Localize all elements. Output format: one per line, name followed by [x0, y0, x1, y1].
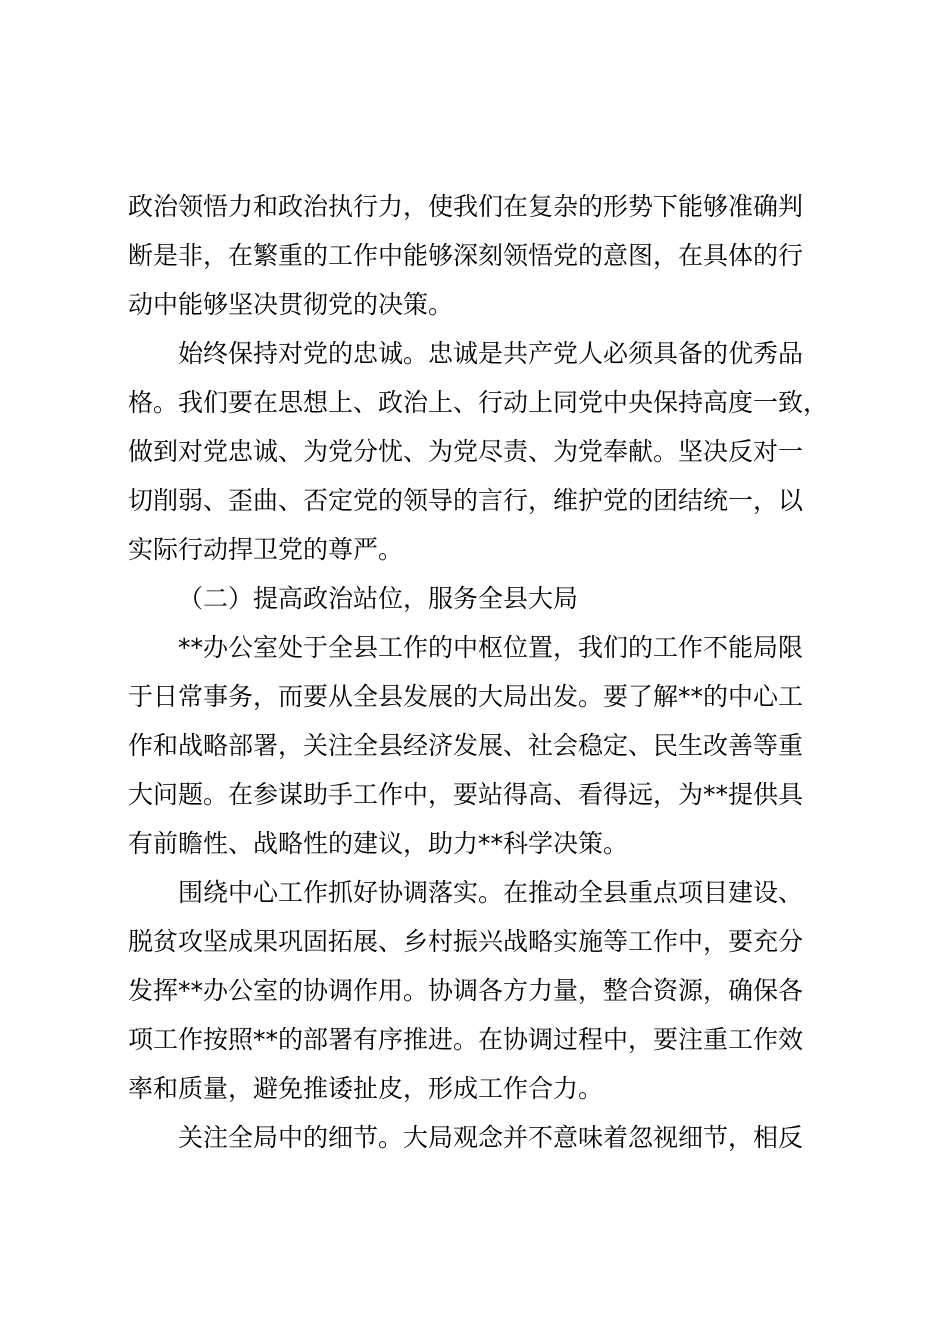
text-line-4: 始终保持对党的忠诚。忠诚是共产党人必须具备的优秀品 — [178, 339, 804, 368]
text-line-10: **办公室处于全县工作的中枢位置，我们的工作不能局限 — [178, 633, 804, 662]
text-line-1: 政治领悟力和政治执行力，使我们在复杂的形势下能够准确判 — [128, 192, 804, 221]
text-line-6: 做到对党忠诚、为党分忧、为党尽责、为党奉献。坚决反对一 — [128, 437, 804, 466]
text-line-16: 脱贫攻坚成果巩固拓展、乡村振兴战略实施等工作中，要充分 — [128, 927, 804, 956]
text-line-20: 关注全局中的细节。大局观念并不意味着忽视细节，相反 — [178, 1123, 804, 1152]
text-line-12: 作和战略部署，关注全县经济发展、社会稳定、民生改善等重 — [128, 731, 804, 760]
text-line-14: 有前瞻性、战略性的建议，助力**科学决策。 — [128, 829, 629, 858]
text-line-8: 实际行动捍卫党的尊严。 — [128, 535, 404, 564]
text-line-19: 率和质量，避免推诿扯皮，形成工作合力。 — [128, 1074, 604, 1103]
text-line-13: 大问题。在参谋助手工作中，要站得高、看得远，为**提供具 — [128, 780, 804, 809]
section-heading: （二）提高政治站位，服务全县大局 — [178, 584, 579, 613]
text-line-11: 于日常事务，而要从全县发展的大局出发。要了解**的中心工 — [128, 682, 804, 711]
text-line-17: 发挥**办公室的协调作用。协调各方力量，整合资源，确保各 — [128, 976, 804, 1005]
text-line-15: 围绕中心工作抓好协调落实。在推动全县重点项目建设、 — [178, 878, 804, 907]
document-body — [128, 182, 840, 1162]
text-line-5: 格。我们要在思想上、政治上、行动上同党中央保持高度一致， — [128, 388, 829, 417]
text-line-2: 断是非，在繁重的工作中能够深刻领悟党的意图，在具体的行 — [128, 241, 804, 270]
text-line-18: 项工作按照**的部署有序推进。在协调过程中，要注重工作效 — [128, 1025, 804, 1054]
text-line-3: 动中能够坚决贯彻党的决策。 — [128, 290, 454, 319]
text-line-7: 切削弱、歪曲、否定党的领导的言行，维护党的团结统一，以 — [128, 486, 804, 515]
